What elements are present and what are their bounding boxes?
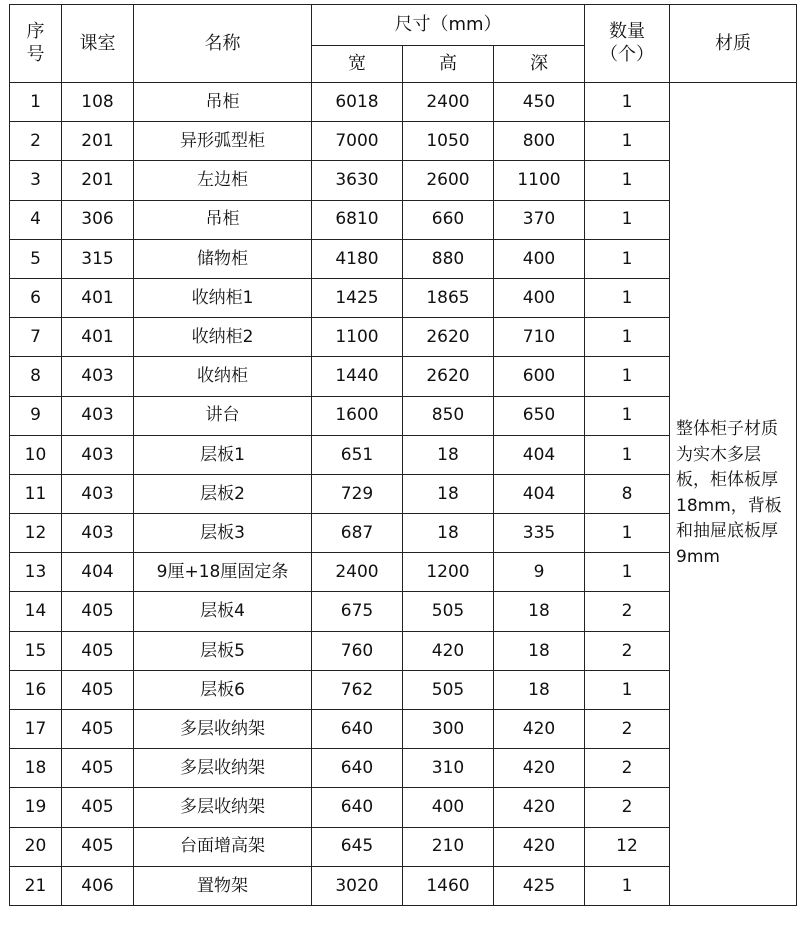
cell-quantity: 1 [585,396,670,435]
header-height: 高 [403,46,494,83]
cell-room: 405 [62,827,134,866]
cabinet-spec-table [9,4,797,906]
cell-name: 层板2 [134,474,312,513]
cell-depth: 650 [494,396,585,435]
cell-quantity: 1 [585,318,670,357]
cell-depth: 18 [494,670,585,709]
cell-height: 880 [403,239,494,278]
header-quantity-line-2: （个） [600,43,654,65]
cell-quantity: 2 [585,631,670,670]
cell-index: 15 [10,631,62,670]
header-index [10,5,62,83]
cell-height: 1050 [403,122,494,161]
cell-width: 640 [312,710,403,749]
cell-name: 层板1 [134,435,312,474]
cell-height: 400 [403,788,494,827]
cell-height: 1460 [403,866,494,905]
cell-height: 2600 [403,161,494,200]
cell-index: 18 [10,749,62,788]
cell-height: 1865 [403,278,494,317]
cell-room: 306 [62,200,134,239]
cell-room: 405 [62,592,134,631]
cell-depth: 420 [494,788,585,827]
cell-depth: 425 [494,866,585,905]
header-index-line-2: 号 [26,43,45,65]
cell-depth: 404 [494,435,585,474]
cell-depth: 335 [494,514,585,553]
header-material: 材质 [670,5,797,83]
cell-room: 403 [62,514,134,553]
cell-depth: 710 [494,318,585,357]
cell-depth: 404 [494,474,585,513]
cell-width: 640 [312,749,403,788]
cell-height: 18 [403,435,494,474]
cell-room: 401 [62,278,134,317]
cell-height: 300 [403,710,494,749]
cell-index: 19 [10,788,62,827]
cell-width: 651 [312,435,403,474]
cell-quantity: 2 [585,710,670,749]
spec-table-container [9,4,797,906]
cell-quantity: 1 [585,200,670,239]
cell-room: 401 [62,318,134,357]
cell-depth: 1100 [494,161,585,200]
cell-width: 645 [312,827,403,866]
cell-width: 729 [312,474,403,513]
cell-room: 403 [62,396,134,435]
cell-room: 201 [62,161,134,200]
cell-height: 18 [403,474,494,513]
cell-name: 异形弧型柜 [134,122,312,161]
cell-height: 2620 [403,318,494,357]
header-quantity [585,5,670,83]
cell-index: 11 [10,474,62,513]
cell-depth: 400 [494,239,585,278]
cell-name: 台面增高架 [134,827,312,866]
cell-depth: 400 [494,278,585,317]
cell-depth: 420 [494,710,585,749]
cell-room: 108 [62,83,134,122]
cell-room: 201 [62,122,134,161]
table-row [10,83,797,122]
cell-quantity: 12 [585,827,670,866]
cell-name: 多层收纳架 [134,749,312,788]
cell-room: 405 [62,788,134,827]
cell-index: 6 [10,278,62,317]
cell-depth: 450 [494,83,585,122]
cell-quantity: 1 [585,357,670,396]
cell-room: 405 [62,631,134,670]
header-row-1 [10,5,797,46]
cell-name: 收纳柜2 [134,318,312,357]
cell-height: 1200 [403,553,494,592]
cell-width: 4180 [312,239,403,278]
cell-height: 2620 [403,357,494,396]
cell-height: 420 [403,631,494,670]
cell-height: 310 [403,749,494,788]
cell-quantity: 1 [585,278,670,317]
cell-index: 4 [10,200,62,239]
cell-width: 1600 [312,396,403,435]
cell-width: 762 [312,670,403,709]
cell-width: 1440 [312,357,403,396]
cell-quantity: 1 [585,514,670,553]
cell-name: 多层收纳架 [134,788,312,827]
cell-height: 210 [403,827,494,866]
cell-depth: 370 [494,200,585,239]
cell-quantity: 1 [585,553,670,592]
cell-name: 9厘+18厘固定条 [134,553,312,592]
cell-index: 17 [10,710,62,749]
cell-width: 1100 [312,318,403,357]
cell-room: 406 [62,866,134,905]
cell-name: 吊柜 [134,200,312,239]
cell-room: 405 [62,710,134,749]
cell-name: 收纳柜 [134,357,312,396]
header-depth: 深 [494,46,585,83]
table-body [10,83,797,906]
cell-width: 6810 [312,200,403,239]
cell-index: 10 [10,435,62,474]
cell-depth: 420 [494,827,585,866]
cell-height: 2400 [403,83,494,122]
cell-room: 403 [62,435,134,474]
cell-height: 850 [403,396,494,435]
cell-index: 2 [10,122,62,161]
cell-name: 层板6 [134,670,312,709]
cell-depth: 18 [494,631,585,670]
cell-depth: 18 [494,592,585,631]
header-width: 宽 [312,46,403,83]
cell-index: 12 [10,514,62,553]
cell-depth: 9 [494,553,585,592]
cell-name: 多层收纳架 [134,710,312,749]
cell-material: 整体柜子材质为实木多层板，柜体板厚18mm，背板和抽屉底板厚9mm [670,83,797,906]
cell-width: 2400 [312,553,403,592]
cell-index: 3 [10,161,62,200]
cell-height: 505 [403,592,494,631]
cell-width: 3020 [312,866,403,905]
header-size-group: 尺寸（mm） [312,5,585,46]
cell-index: 21 [10,866,62,905]
cell-width: 687 [312,514,403,553]
cell-quantity: 1 [585,161,670,200]
header-room: 课室 [62,5,134,83]
cell-width: 7000 [312,122,403,161]
cell-index: 13 [10,553,62,592]
cell-index: 20 [10,827,62,866]
cell-index: 9 [10,396,62,435]
header-quantity-line-1: 数量 [609,21,645,42]
cell-quantity: 1 [585,239,670,278]
cell-room: 404 [62,553,134,592]
cell-width: 675 [312,592,403,631]
cell-index: 1 [10,83,62,122]
cell-name: 收纳柜1 [134,278,312,317]
cell-name: 层板3 [134,514,312,553]
cell-room: 405 [62,670,134,709]
cell-width: 6018 [312,83,403,122]
cell-index: 5 [10,239,62,278]
cell-width: 640 [312,788,403,827]
cell-width: 760 [312,631,403,670]
cell-index: 14 [10,592,62,631]
cell-height: 660 [403,200,494,239]
cell-index: 16 [10,670,62,709]
header-index-line-1: 序 [26,21,45,42]
cell-quantity: 2 [585,788,670,827]
cell-index: 7 [10,318,62,357]
cell-quantity: 1 [585,670,670,709]
cell-room: 315 [62,239,134,278]
cell-height: 18 [403,514,494,553]
cell-quantity: 1 [585,866,670,905]
cell-name: 吊柜 [134,83,312,122]
cell-name: 讲台 [134,396,312,435]
cell-room: 403 [62,474,134,513]
cell-quantity: 8 [585,474,670,513]
cell-name: 层板4 [134,592,312,631]
cell-name: 置物架 [134,866,312,905]
cell-room: 403 [62,357,134,396]
cell-name: 储物柜 [134,239,312,278]
cell-quantity: 2 [585,749,670,788]
cell-quantity: 2 [585,592,670,631]
cell-quantity: 1 [585,122,670,161]
cell-room: 405 [62,749,134,788]
cell-quantity: 1 [585,435,670,474]
cell-quantity: 1 [585,83,670,122]
cell-height: 505 [403,670,494,709]
cell-width: 1425 [312,278,403,317]
cell-width: 3630 [312,161,403,200]
cell-depth: 800 [494,122,585,161]
cell-name: 层板5 [134,631,312,670]
cell-depth: 420 [494,749,585,788]
header-name: 名称 [134,5,312,83]
cell-depth: 600 [494,357,585,396]
cell-index: 8 [10,357,62,396]
cell-name: 左边柜 [134,161,312,200]
